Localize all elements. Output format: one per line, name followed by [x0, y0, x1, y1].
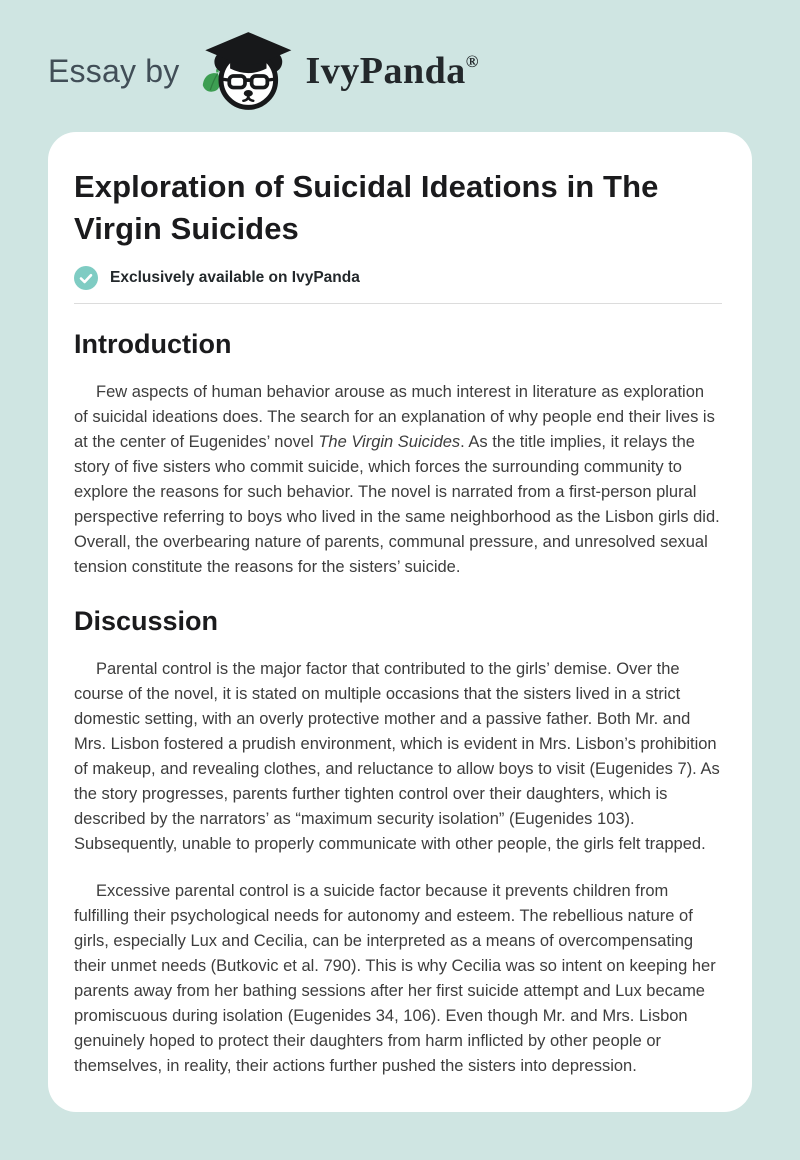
brand-name: IvyPanda	[305, 50, 466, 92]
discussion-paragraph-2: Excessive parental control is a suicide factor because it prevents children from fulfilling their psychological needs for autonomy and esteem. The rebellious nature of girls, especially Lux and Cecilia, can be interpreted as a means of overcompensating their unmet needs (Butkovic et al. 790). This is why Cecilia was so intent on keeping her parents away from her bathing sessions after her first suicide attempt and Lux became promiscuous during isolation (Eugenides 34, 106). Even though Mr. and Mrs. Lisbon genuinely hoped to protect their daughters from harm inflicted by other people or themselves, in reality, their actions further pushed the sisters into depression.	[74, 882, 716, 1075]
discussion-paragraph-1: Parental control is the major factor that contributed to the girls’ demise. Over the course of the novel, it is stated on multiple occasions that the sisters lived in a strict domestic setting, with an overly protective mother and a passive father. Both Mr. and Mrs. Lisbon fostered a prudish environment, which is evident in Mrs. Lisbon’s prohibition of makeup, and revealing clothes, and reluctance to allow boys to visit (Eugenides 7). As the story progresses, parents further tighten control over their daughters, which is described by the narrators’ as “maximum security isolation” (Eugenides 103). Subsequently, unable to properly communicate with other people, the girls felt trapped.	[74, 660, 720, 853]
introduction-text-after-book-title: . As the title implies, it relays the story of five sisters who commit suicide, which forces the surrounding community to explore the reasons for such behavior. The novel is narrated from a first-person plural perspective referring to boys who lived in the same neighborhood as the Lisbon girls did. Overall, the overbearing nature of parents, communal pressure, and unresolved sexual tension constitute the reasons for the sisters’ suicide.	[74, 433, 720, 576]
introduction-text-before-book-title: Few aspects of human behavior arouse as much interest in literature as exploration of suicidal ideations does. The search for an explanation of why people end their lives is at the center of Eugenides’ novel	[74, 383, 715, 451]
check-icon	[74, 266, 98, 290]
section-heading-discussion: Discussion	[74, 606, 219, 636]
section-heading-introduction: Introduction	[74, 329, 232, 359]
essay-card	[48, 132, 752, 1112]
availability-badge	[74, 266, 722, 290]
ivypanda-panda-logo-icon[interactable]	[197, 30, 293, 112]
introduction-paragraph	[74, 380, 722, 580]
essay-title: Exploration of Suicidal Ideations in The Virgin Suicides	[74, 169, 659, 246]
registered-trademark-symbol: ®	[465, 52, 479, 71]
availability-label: Exclusively available on IvyPanda	[110, 269, 360, 286]
site-header	[0, 0, 800, 112]
brand-wordmark[interactable]	[305, 49, 478, 93]
book-title: The Virgin Suicides	[318, 433, 461, 451]
essay-by-label: Essay by	[48, 52, 180, 89]
divider	[74, 303, 722, 304]
